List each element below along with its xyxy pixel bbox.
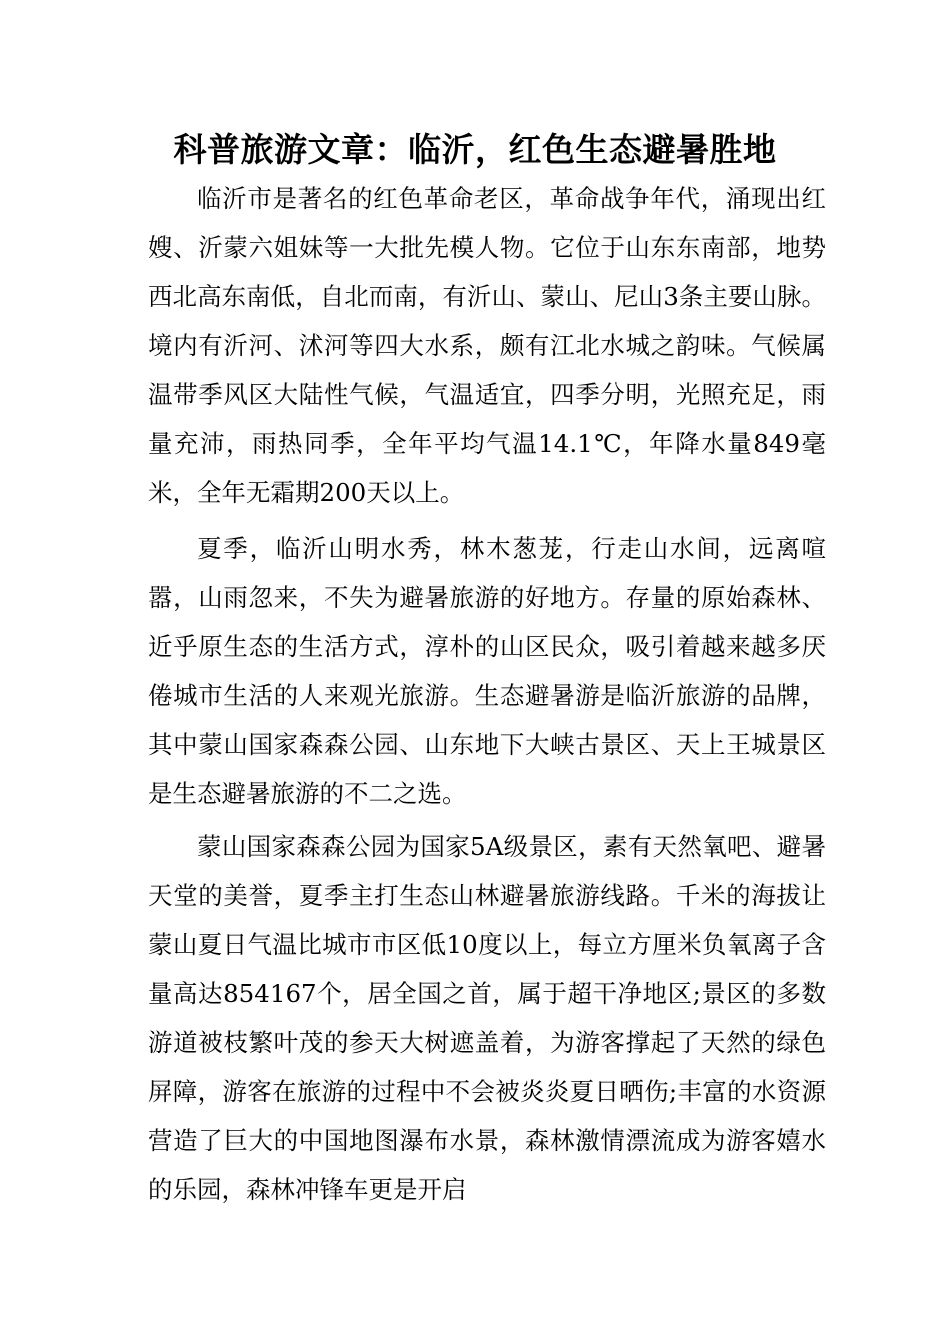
paragraph-mengshan-park: 蒙山国家森森公园为国家5A级景区，素有天然氧吧、避暑天堂的美誉，夏季主打生态山林避暑旅游线路。千米的海拔让蒙山夏日气温比城市市区低10度以上，每立方厘米负氧离子含量高达854167个，居全国之首，属于超干净地区;景区的多数游道被枝繁叶茂的参天大树遮盖着，为游客撑起了天然的绿色屏障，游客在旅游的过程中不会被炎炎夏日晒伤;丰富的水资源营造了巨大的中国地图瀑布水景，森林激情漂流成为游客嬉水的乐园，森林冲锋车更是开启 <box>148 832 826 1204</box>
document-title: 科普旅游文章：临沂，红色生态避暑胜地 <box>173 130 777 169</box>
paragraph-linyi-overview: 临沂市是著名的红色革命老区，革命战争年代，涌现出红嫂、沂蒙六姐妹等一大批先模人物。它位于山东东南部，地势西北高东南低，自北而南，有沂山、蒙山、尼山3条主要山脉。境内有沂河、沭河等四大水系，颇有江北水城之韵味。气候属温带季风区大陆性气候，气温适宜，四季分明，光照充足，雨量充沛，雨热同季，全年平均气温14.1℃，年降水量849毫米，全年无霜期200天以上。 <box>148 184 826 507</box>
paragraph-summer-tourism: 夏季，临沂山明水秀，林木葱茏，行走山水间，远离喧嚣，山雨忽来，不失为避暑旅游的好地方。存量的原始森林、近乎原生态的生活方式，淳朴的山区民众，吸引着越来越多厌倦城市生活的人来观光旅游。生态避暑游是临沂旅游的品牌，其中蒙山国家森森公园、山东地下大峡古景区、天上王城景区是生态避暑旅游的不二之选。 <box>148 534 826 808</box>
